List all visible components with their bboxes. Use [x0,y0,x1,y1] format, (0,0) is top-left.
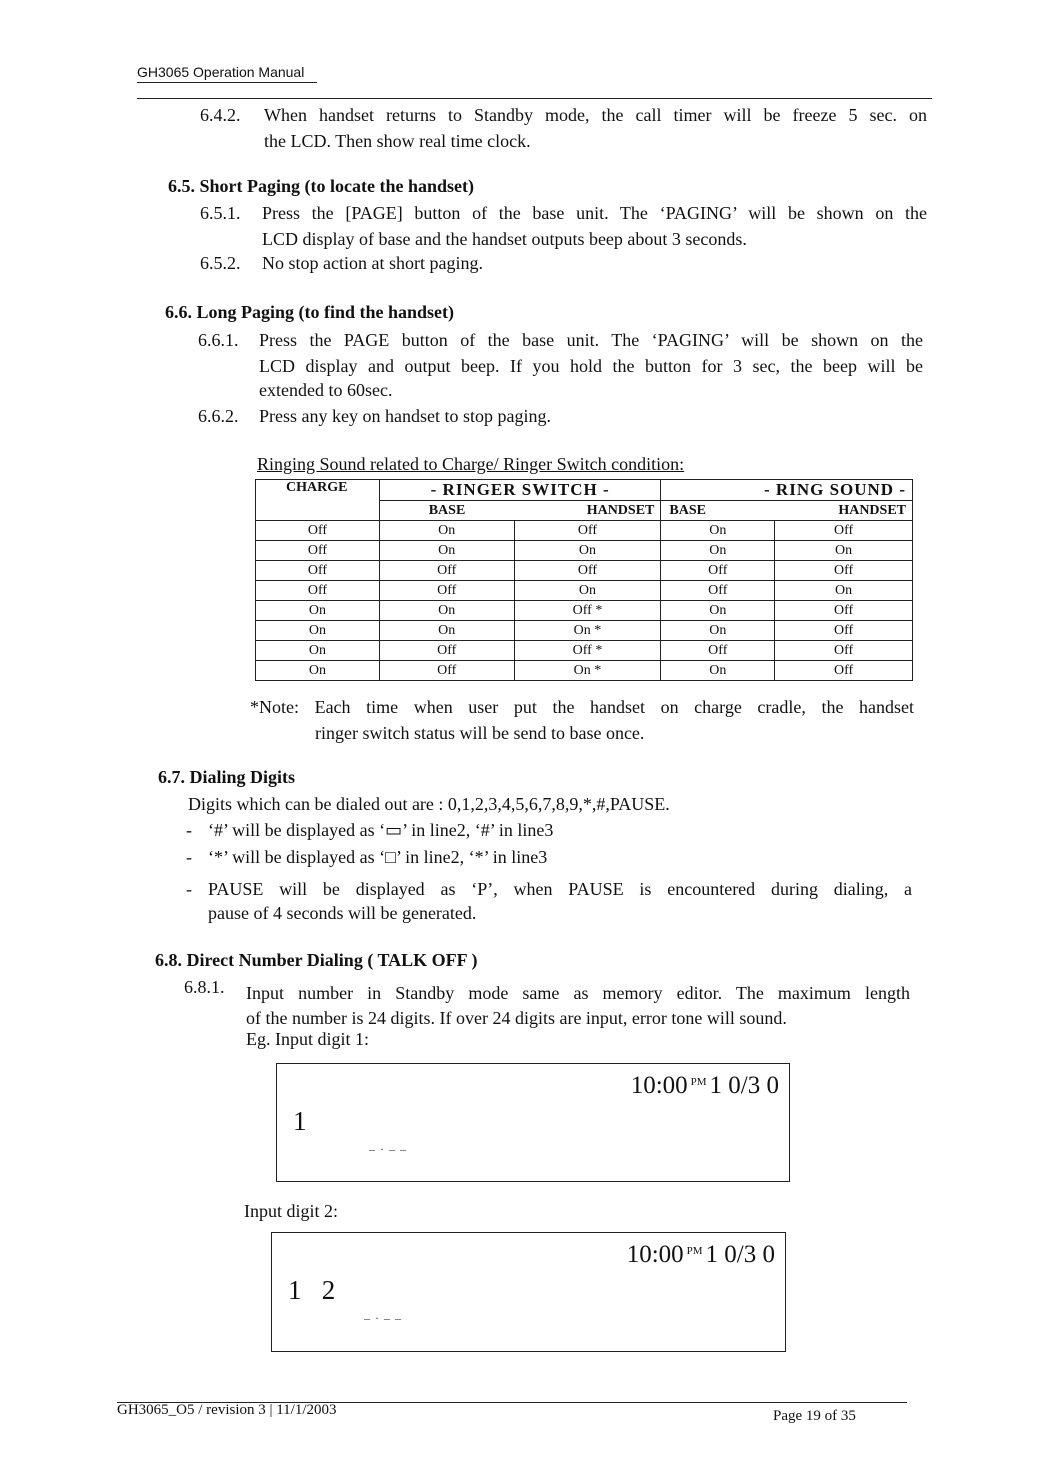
bullet-hash: ‘#’ will be displayed as ‘▭’ in line2, ‘#’ in line3 [208,820,554,840]
cell-ringer-handset: On * [514,661,661,681]
item-6-4-2-line1: When handset returns to Standby mode, the call timer will be freeze 5 sec. on [264,105,927,125]
cell-charge: On [256,621,380,641]
item-6-6-2-num: 6.6.2. [198,406,239,426]
item-6-5-2-num: 6.5.2. [200,253,241,273]
cell-ring-base: On [661,521,775,541]
group-ringer-switch: - RINGER SWITCH - [379,480,660,501]
cell-charge: On [256,601,380,621]
cell-ring-handset: Off [775,621,913,641]
item-6-8-1-line1: Input number in Standby mode same as memory editor. The maximum length [246,983,910,1003]
lcd-time: 10:00 [626,1241,684,1268]
cell-ringer-base: On [379,621,514,641]
lcd-date: 1 0/3 0 [709,1072,779,1099]
item-6-4-2-line2: the LCD. Then show real time clock. [264,131,531,151]
section-6-6-heading: 6.6. Long Paging (to find the handset) [165,302,455,322]
lcd-time-line [627,1241,775,1269]
item-6-5-1-num: 6.5.1. [200,203,241,223]
cell-ringer-handset: On [514,581,661,601]
table-row [256,621,913,641]
cell-ring-handset: On [775,581,913,601]
cell-charge: Off [256,541,380,561]
cell-ring-handset: On [775,541,913,561]
example-label-1: Eg. Input digit 1: [246,1029,369,1049]
cell-charge: On [256,641,380,661]
lcd-digits: 1 2 [288,1275,336,1305]
table-row [256,581,913,601]
table-note-line2: ringer switch status will be send to base once. [315,723,645,743]
table-row [256,661,913,681]
section-6-5-heading: 6.5. Short Paging (to locate the handset) [168,176,474,196]
lcd-time-line [631,1072,779,1100]
cell-ring-handset: Off [775,661,913,681]
item-6-8-1-line2: of the number is 24 digits. If over 24 digits are input, error tone will sound. [246,1008,787,1028]
cell-ring-handset: Off [775,601,913,621]
cell-ring-base: On [661,601,775,621]
lcd-digits: 1 [293,1106,307,1136]
cell-ringer-base: Off [379,561,514,581]
bullet-dash: - [186,820,192,840]
item-6-6-2-text: Press any key on handset to stop paging. [259,406,551,426]
item-6-8-1-num: 6.8.1. [184,977,225,997]
item-6-5-2-text: No stop action at short paging. [262,253,483,273]
bullet-pause-line2: pause of 4 seconds will be generated. [208,903,477,923]
lcd-pm-indicator: PM [686,1245,703,1257]
dialing-intro: Digits which can be dialed out are : 0,1,2,3,4,5,6,7,8,9,*,#,PAUSE. [188,794,670,814]
ringing-table [255,479,913,681]
bullet-star: ‘*’ will be displayed as ‘□’ in line2, ‘*’ in line3 [208,847,548,867]
sub-ring-base: BASE [661,501,775,521]
cell-ringer-handset: Off [514,561,661,581]
item-6-4-2-num: 6.4.2. [200,105,241,125]
cell-ring-handset: Off [775,521,913,541]
item-6-5-1-line1: Press the [PAGE] button of the base unit. The ‘PAGING’ will be shown on the [262,203,927,223]
lcd-date: 1 0/3 0 [705,1241,775,1268]
cell-ring-handset: Off [775,561,913,581]
cell-ringer-base: On [379,521,514,541]
cell-ring-base: Off [661,641,775,661]
cell-ring-base: On [661,661,775,681]
header-rule [137,98,932,99]
cell-ringer-base: On [379,541,514,561]
cell-ring-base: Off [661,561,775,581]
cell-charge: Off [256,581,380,601]
cell-ring-base: Off [661,581,775,601]
item-6-5-1-line2: LCD display of base and the handset outputs beep about 3 seconds. [262,229,747,249]
group-ring-sound: - RING SOUND - [661,480,913,501]
col-charge-header: CHARGE [256,480,380,521]
sub-ringer-base: BASE [379,501,514,521]
cell-ring-base: On [661,621,775,641]
lcd-display-1 [276,1063,790,1182]
lcd-display-2 [271,1232,786,1352]
cell-ringer-handset: On * [514,621,661,641]
bullet-dash: - [186,879,192,899]
table-row [256,541,913,561]
item-6-6-1-line1: Press the PAGE button of the base unit. The ‘PAGING’ will be shown on the [259,330,923,350]
example-label-2: Input digit 2: [244,1201,338,1221]
lcd-pm-indicator: PM [690,1076,707,1088]
lcd-cursor-icon: ‒ · ‒ ‒ [369,1142,407,1156]
cell-ringer-handset: Off [514,521,661,541]
cell-ringer-base: Off [379,581,514,601]
lcd-cursor-icon: ‒ · ‒ ‒ [364,1311,402,1325]
cell-ring-base: On [661,541,775,561]
item-6-6-1-line2: LCD display and output beep. If you hold the button for 3 sec, the beep will be [259,356,923,376]
header-underline [137,82,317,83]
cell-ringer-handset: Off * [514,601,661,621]
cell-ringer-base: On [379,601,514,621]
table-row [256,641,913,661]
cell-ringer-base: Off [379,641,514,661]
bullet-dash: - [186,847,192,867]
item-6-6-1-line3: extended to 60sec. [259,380,393,400]
cell-ringer-base: Off [379,661,514,681]
table-note-line1: *Note: Each time when user put the handset on charge cradle, the handset [250,697,914,717]
cell-ringer-handset: Off * [514,641,661,661]
cell-ring-handset: Off [775,641,913,661]
cell-charge: On [256,661,380,681]
section-6-8-heading: 6.8. Direct Number Dialing ( TALK OFF ) [155,950,478,970]
bullet-pause-line1: PAUSE will be displayed as ‘P’, when PAUSE is encountered during dialing, a [208,879,912,899]
table-row [256,521,913,541]
item-6-6-1-num: 6.6.1. [198,330,239,350]
lcd-time: 10:00 [630,1072,688,1099]
section-6-7-heading: 6.7. Dialing Digits [158,767,296,787]
footer-page-number: Page 19 of 35 [773,1408,856,1424]
footer-revision: GH3065_O5 / revision 3 | 11/1/2003 [117,1402,337,1418]
doc-header: GH3065 Operation Manual [137,64,305,80]
sub-ring-handset: HANDSET [775,501,913,521]
sub-ringer-handset: HANDSET [514,501,661,521]
table-row [256,601,913,621]
table-caption: Ringing Sound related to Charge/ Ringer Switch condition: [257,454,685,474]
table-row [256,561,913,581]
cell-charge: Off [256,561,380,581]
cell-ringer-handset: On [514,541,661,561]
cell-charge: Off [256,521,380,541]
